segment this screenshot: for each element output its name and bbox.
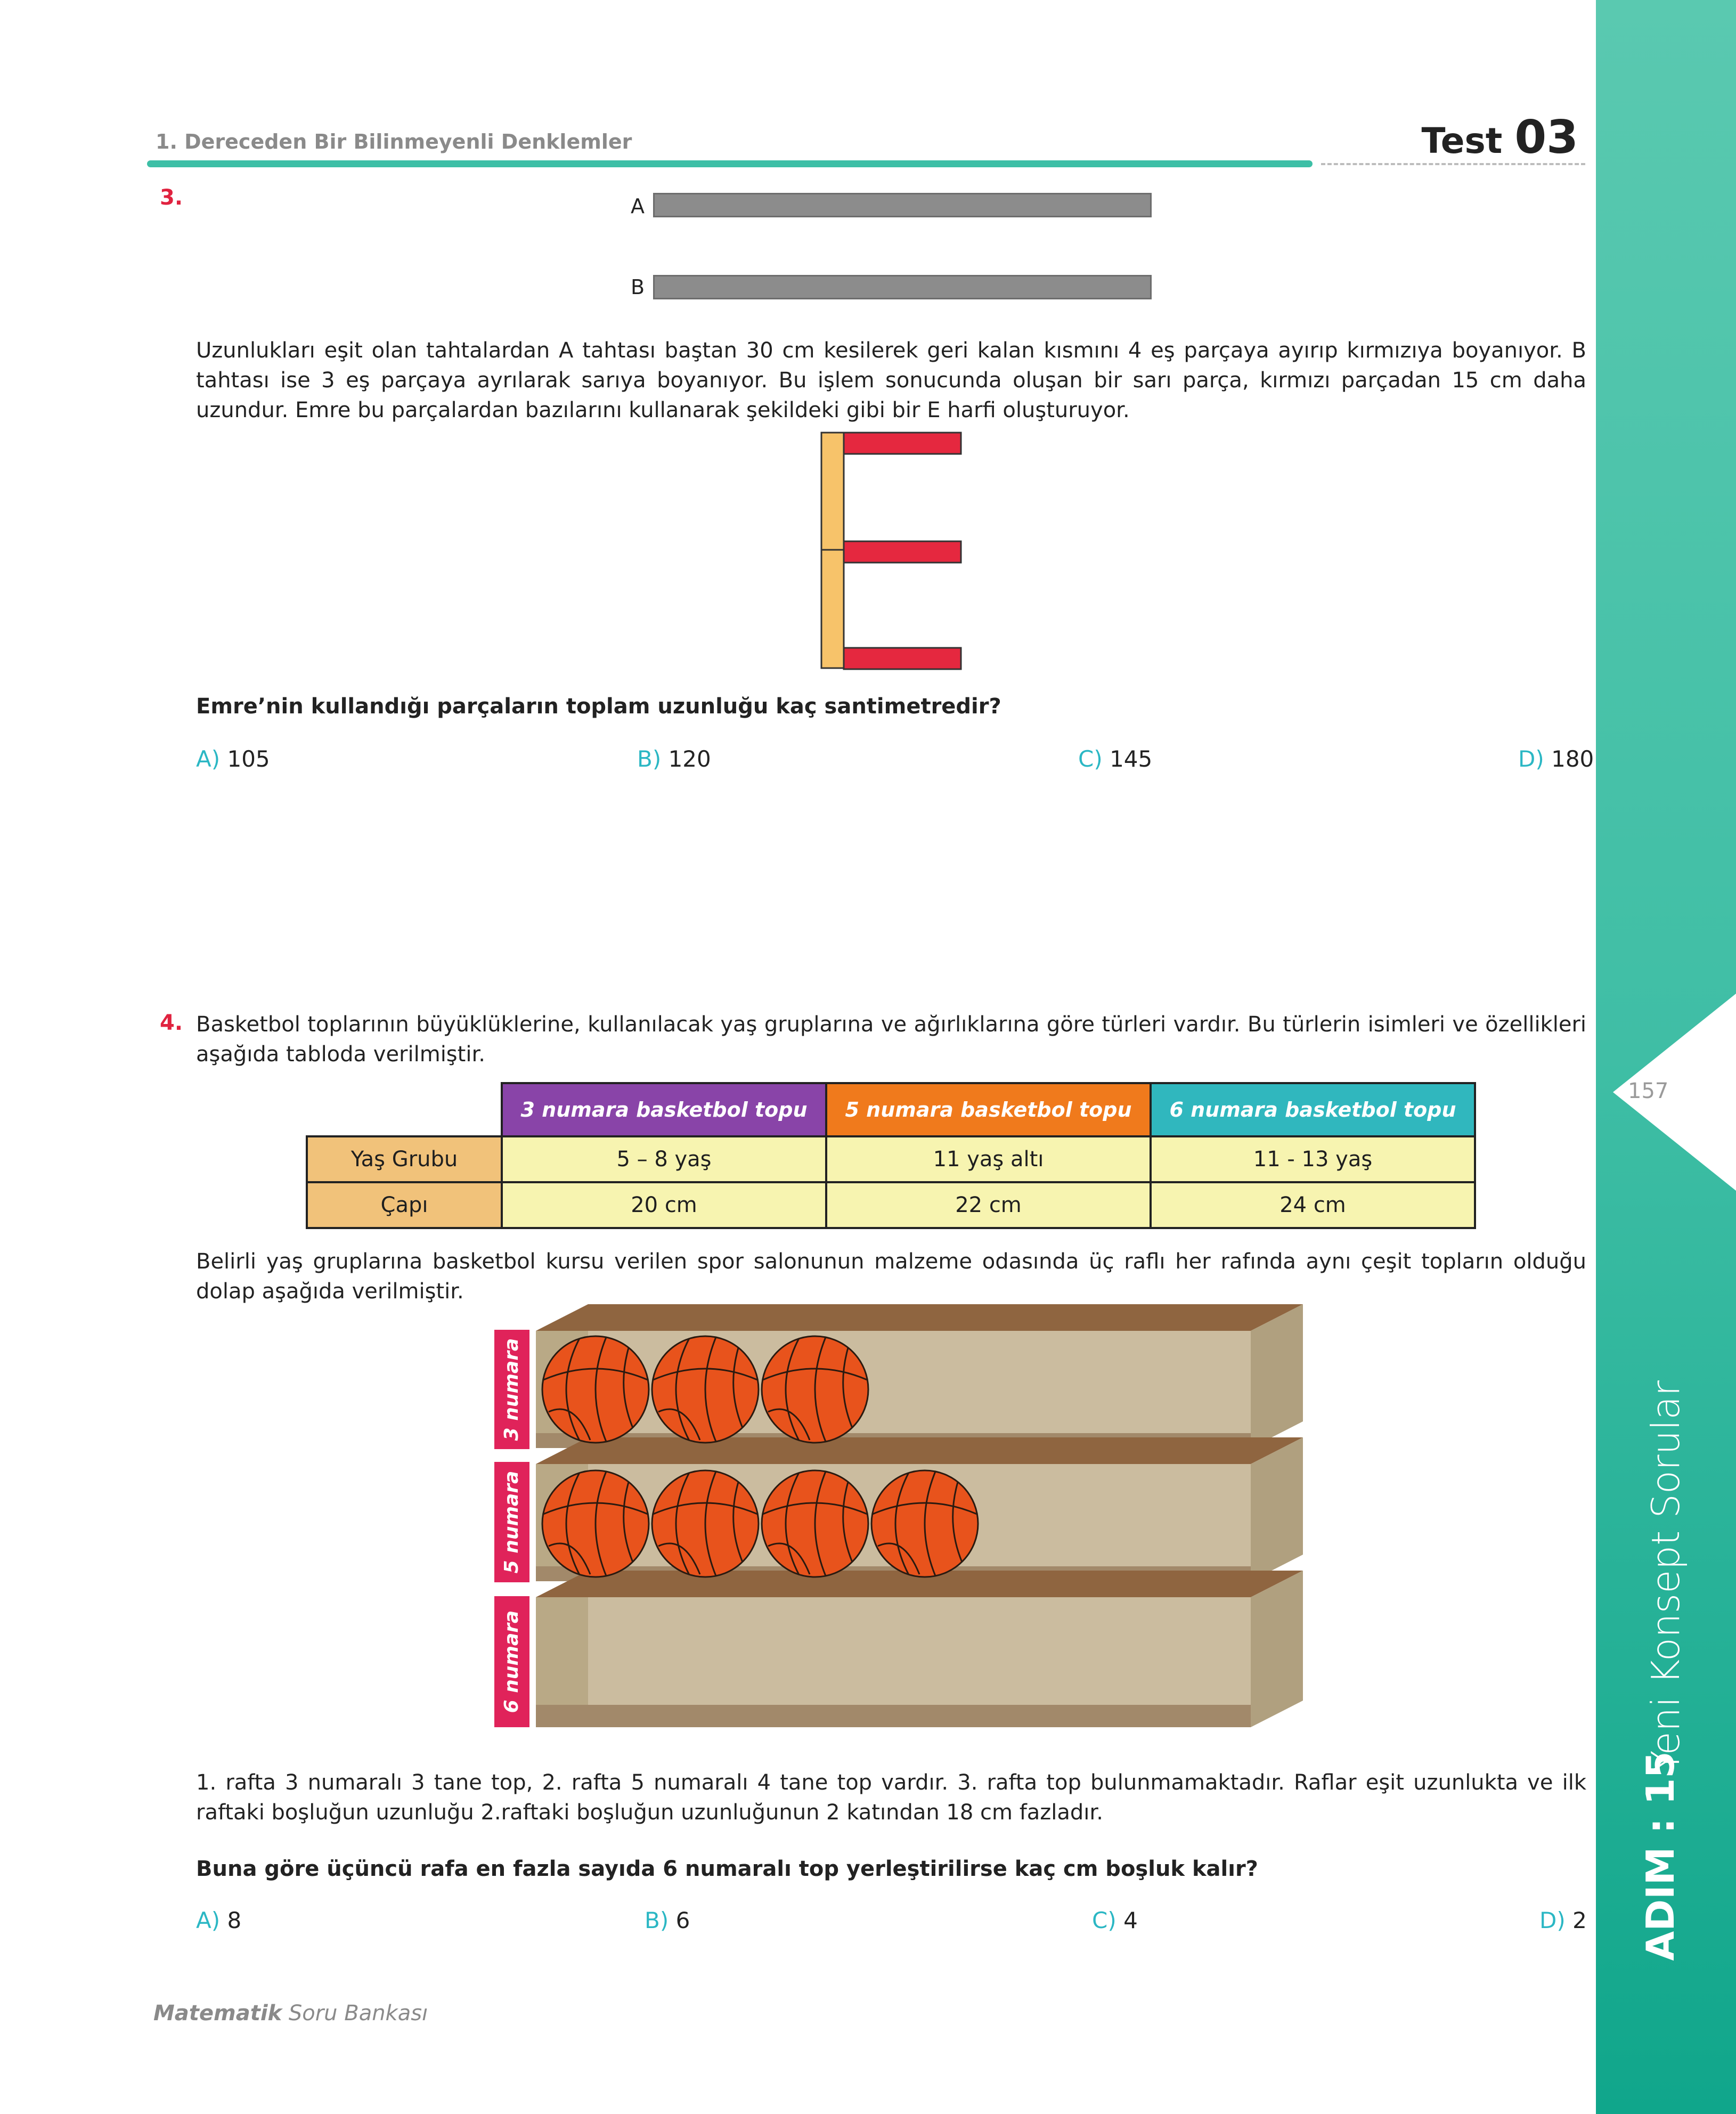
e-red-bottom (844, 648, 961, 669)
row-label-age: Yaş Grubu (307, 1136, 502, 1182)
table-empty-corner (307, 1083, 502, 1136)
board-a-label: A (631, 194, 645, 218)
table-cell: 5 – 8 yaş (502, 1136, 826, 1182)
q4-option-c[interactable]: C) 4 (1092, 1907, 1138, 1933)
table-cell: 20 cm (502, 1182, 826, 1228)
footer-rest: Soru Bankası (288, 2001, 428, 2026)
shelf-1 (536, 1304, 1303, 1448)
basketball-icon (871, 1470, 978, 1577)
test-number: 03 (1514, 111, 1578, 164)
table-cell: 11 yaş altı (826, 1136, 1151, 1182)
footer (153, 2001, 428, 2026)
e-yellow-bottom (821, 550, 844, 668)
board-b (653, 275, 1152, 299)
q4-question: Buna göre üçüncü rafa en fazla sayıda 6 numaralı top yerleştirilirse kaç cm boşluk kalır? (196, 1857, 1258, 1881)
basketball-icon (652, 1470, 759, 1577)
board-b-label: B (631, 275, 645, 299)
q4-option-d[interactable]: D) 2 (1539, 1907, 1587, 1933)
test-word: Test (1421, 120, 1503, 161)
basketball-icon (652, 1336, 759, 1443)
test-label (1421, 111, 1578, 164)
shelf-label-6-numara: 6 numara (501, 1610, 523, 1713)
e-red-middle (844, 541, 961, 563)
table-cell: 24 cm (1151, 1182, 1475, 1228)
shelf-3 (536, 1571, 1303, 1727)
sidebar-step: ADIM : 15 (1638, 1751, 1683, 1961)
basketball-table (306, 1082, 1476, 1229)
q3-option-d[interactable]: D) 180 (1518, 746, 1594, 772)
q4-option-a[interactable]: A) 8 (196, 1907, 242, 1933)
table-cell: 22 cm (826, 1182, 1151, 1228)
table-cell: 11 - 13 yaş (1151, 1136, 1475, 1182)
shelf-label-3-numara: 3 numara (501, 1338, 523, 1441)
e-red-top (844, 433, 961, 454)
sidebar-title: Yeni Konsept Sorular (1643, 1380, 1688, 1774)
shelf-label-5-numara: 5 numara (501, 1470, 523, 1574)
q4-intro: Basketbol toplarının büyüklüklerine, kullanılacak yaş gruplarına ve ağırlıklarına göre türleri vardır. Bu türlerin isimleri ve özellikleri aşağıda tabloda verilmiştir. (196, 1012, 1586, 1067)
basketball-icon (542, 1336, 649, 1443)
q3-option-a[interactable]: A) 105 (196, 746, 270, 772)
basketball-icon (542, 1470, 649, 1577)
table-row (307, 1182, 1475, 1228)
q3-option-b[interactable]: B) 120 (637, 746, 711, 772)
q3-question: Emre’nin kullandığı parçaların toplam uzunluğu kaç santimetredir? (196, 694, 1001, 719)
board-a (653, 193, 1152, 217)
q4-mid-text: Belirli yaş gruplarına basketbol kursu verilen spor salonunun malzeme odasında üç raflı her rafında aynı çeşit topların olduğu dolap aşağıda verilmiştir. (196, 1249, 1586, 1304)
table-header-5: 5 numara basketbol topu (826, 1083, 1151, 1136)
chapter-title: 1. Dereceden Bir Bilinmeyenli Denklemler (156, 130, 632, 153)
shelf-cabinet (490, 1300, 1305, 1731)
e-letter-figure (815, 429, 964, 672)
row-label-diameter: Çapı (307, 1182, 502, 1228)
page-number: 157 (1628, 1079, 1669, 1103)
basketball-icon (762, 1336, 868, 1443)
q4-text2: 1. rafta 3 numaralı 3 tane top, 2. rafta 5 numaralı 4 tane top vardır. 3. rafta top bulunmamaktadır. Raflar eşit uzunlukta ve ilk raftaki boşluğun uzunluğu 2.raftaki boşluğun uzunluğunun 2 katından 18 cm fazladır. (196, 1770, 1586, 1825)
q4-option-b[interactable]: B) 6 (645, 1907, 690, 1933)
table-header-6: 6 numara basketbol topu (1151, 1083, 1475, 1136)
basketball-icon (762, 1470, 868, 1577)
header-rule (147, 160, 1313, 167)
q3-option-c[interactable]: C) 145 (1078, 746, 1153, 772)
q3-number: 3. (160, 185, 183, 210)
e-yellow-top (821, 433, 844, 550)
table-row (307, 1136, 1475, 1182)
table-header-3: 3 numara basketbol topu (502, 1083, 826, 1136)
q4-number: 4. (160, 1011, 183, 1035)
footer-subject: Matematik (153, 2001, 282, 2026)
q3-text: Uzunlukları eşit olan tahtalardan A tahtası baştan 30 cm kesilerek geri kalan kısmını 4 eş parçaya ayırıp kırmızıya boyanıyor. B tahtası ise 3 eş parçaya ayrılarak sarıya boyanıyor. Bu işlem sonucunda oluşan bir sarı parça, kırmızı parçadan 15 cm daha uzundur. Emre bu parçalardan bazılarını kullanarak şekildeki gibi bir E harfi oluşturuyor. (196, 338, 1586, 422)
table-header-row (307, 1083, 1475, 1136)
